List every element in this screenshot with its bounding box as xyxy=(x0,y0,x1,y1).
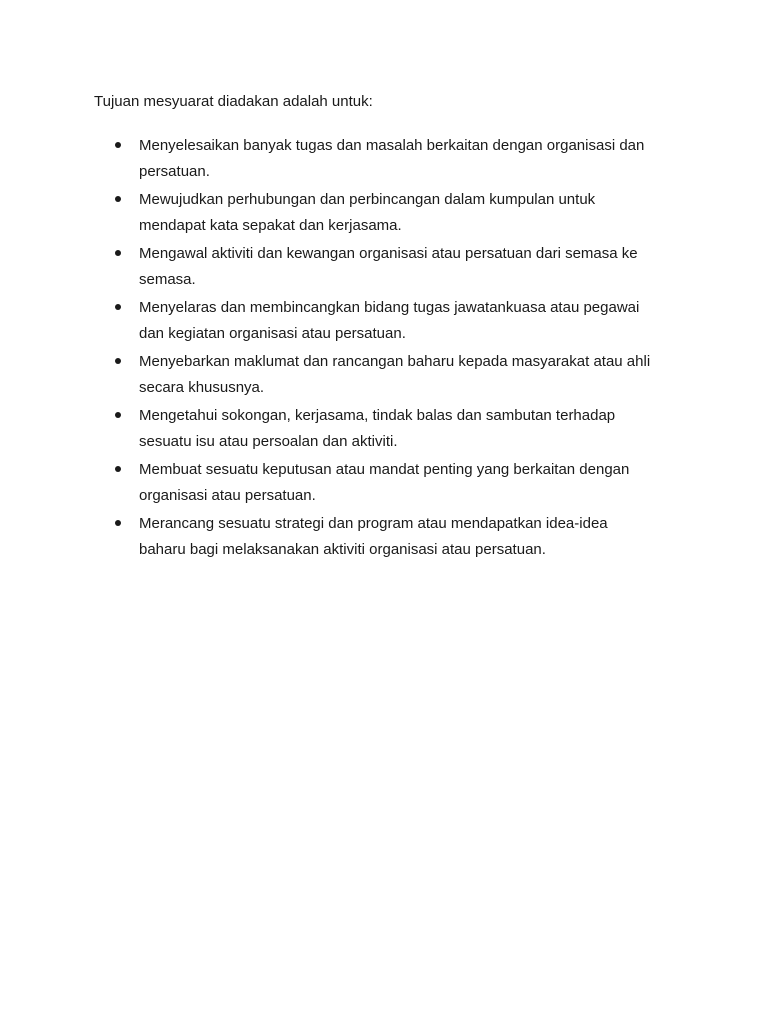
list-item xyxy=(0,457,768,509)
list-item-line: secara khususnya. xyxy=(139,379,265,396)
list-item-line: dan kegiatan organisasi atau persatuan. xyxy=(139,325,406,342)
list-item-line: persatuan. xyxy=(139,163,210,180)
list-item-line: Mewujudkan perhubungan dan perbincangan dalam kumpulan untuk xyxy=(139,191,596,208)
list-item xyxy=(0,349,768,401)
list-item xyxy=(0,295,768,347)
list-item-line: Menyebarkan maklumat dan rancangan baharu kepada masyarakat atau ahli xyxy=(139,353,651,370)
list-item xyxy=(0,511,768,563)
bullet-icon xyxy=(115,412,121,418)
list-item-line: sesuatu isu atau persoalan dan aktiviti. xyxy=(139,433,398,450)
list-item xyxy=(0,403,768,455)
bullet-icon xyxy=(115,304,121,310)
list-item xyxy=(0,241,768,293)
list-item-line: Menyelesaikan banyak tugas dan masalah berkaitan dengan organisasi dan xyxy=(139,137,645,154)
intro-text: Tujuan mesyuarat diadakan adalah untuk: xyxy=(94,93,373,110)
list-item-line: semasa. xyxy=(139,271,196,288)
list-item-line: Menyelaras dan membincangkan bidang tugas jawatankuasa atau pegawai xyxy=(139,299,640,316)
list-item-line: Merancang sesuatu strategi dan program atau mendapatkan idea-idea xyxy=(139,515,608,532)
list-item xyxy=(0,133,768,185)
list-item-line: organisasi atau persatuan. xyxy=(139,487,316,504)
list-item-line: Membuat sesuatu keputusan atau mandat penting yang berkaitan dengan xyxy=(139,461,630,478)
bullet-icon xyxy=(115,466,121,472)
bullet-icon xyxy=(115,142,121,148)
list-item-line: Mengawal aktiviti dan kewangan organisasi atau persatuan dari semasa ke xyxy=(139,245,638,262)
list-item xyxy=(0,187,768,239)
list-item-line: baharu bagi melaksanakan aktiviti organisasi atau persatuan. xyxy=(139,541,546,558)
bullet-icon xyxy=(115,250,121,256)
bullet-icon xyxy=(115,358,121,364)
bullet-icon xyxy=(115,520,121,526)
purpose-list xyxy=(0,133,768,565)
bullet-icon xyxy=(115,196,121,202)
list-item-line: mendapat kata sepakat dan kerjasama. xyxy=(139,217,402,234)
list-item-line: Mengetahui sokongan, kerjasama, tindak balas dan sambutan terhadap xyxy=(139,407,616,424)
